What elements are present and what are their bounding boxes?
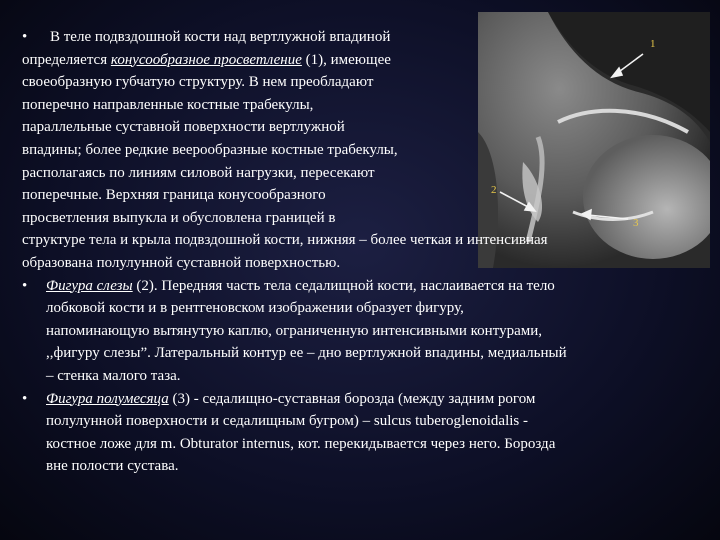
term-cone-lucency: конусообразное просветление: [110, 51, 302, 68]
text-line: просветления выпукла и обусловлена границей в: [22, 209, 336, 226]
text-line: поперечные. Верхняя граница конусообразного: [22, 187, 326, 204]
text-line: поперечно направленные костные трабекулы,: [22, 96, 314, 113]
label-3: 3: [633, 217, 639, 229]
text-line: Фигура полумесяца (3) - седалищно-суставная борозда (между задним рогом: [46, 390, 536, 407]
bullet: •: [22, 277, 28, 294]
text-line: костное ложе для m. Obturator internus, кот. перекидывается через него. Борозда: [46, 435, 556, 452]
label-2: 2: [491, 184, 497, 196]
text-line: параллельные суставной поверхности вертлужной: [22, 119, 345, 136]
text-line: вне полости сустава.: [46, 458, 179, 475]
text-line: своеобразную губчатую структуру. В нем преобладают: [22, 74, 374, 91]
term-crescent: Фигура полумесяца: [46, 390, 169, 407]
text-line: образована полулунной суставной поверхностью.: [22, 254, 341, 271]
label-1: 1: [650, 38, 656, 50]
term-teardrop: Фигура слезы: [46, 277, 133, 294]
bullet: •: [22, 390, 28, 407]
text-line: структуре тела и крыла подвздошной кости, нижняя – более четкая и интенсивная: [22, 232, 548, 249]
text-line: – стенка малого таза.: [46, 367, 181, 384]
text-line: впадины; более редкие веерообразные костные трабекулы,: [22, 141, 398, 158]
text-line: располагаясь по линиям силовой нагрузки, пересекают: [22, 164, 375, 181]
paragraph-crescent: [22, 388, 702, 478]
bullet: •: [22, 29, 28, 45]
slide-body: [22, 26, 702, 478]
text-line: напоминающую вытянутую каплю, ограниченную интенсивными контурами,: [46, 322, 542, 339]
text-line: В теле подвздошной кости над вертлужной впадиной: [50, 29, 391, 45]
text-line: полулунной поверхности и седалищным бугром) – sulcus tuberoglenoidalis -: [46, 413, 529, 430]
paragraph-teardrop: [22, 275, 702, 388]
text-line: определяется конусообразное просветление (1), имеющее: [22, 51, 391, 68]
paragraph-cone-lucency: [22, 26, 702, 275]
text-line: ,,фигуру слезы”. Латеральный контур ее – дно вертлужной впадины, медиальный: [46, 345, 567, 362]
text-line: Фигура слезы (2). Передняя часть тела седалищной кости, наслаивается на тело: [46, 277, 555, 294]
text-line: лобковой кости и в рентгеновском изображении образует фигуру,: [46, 300, 464, 317]
